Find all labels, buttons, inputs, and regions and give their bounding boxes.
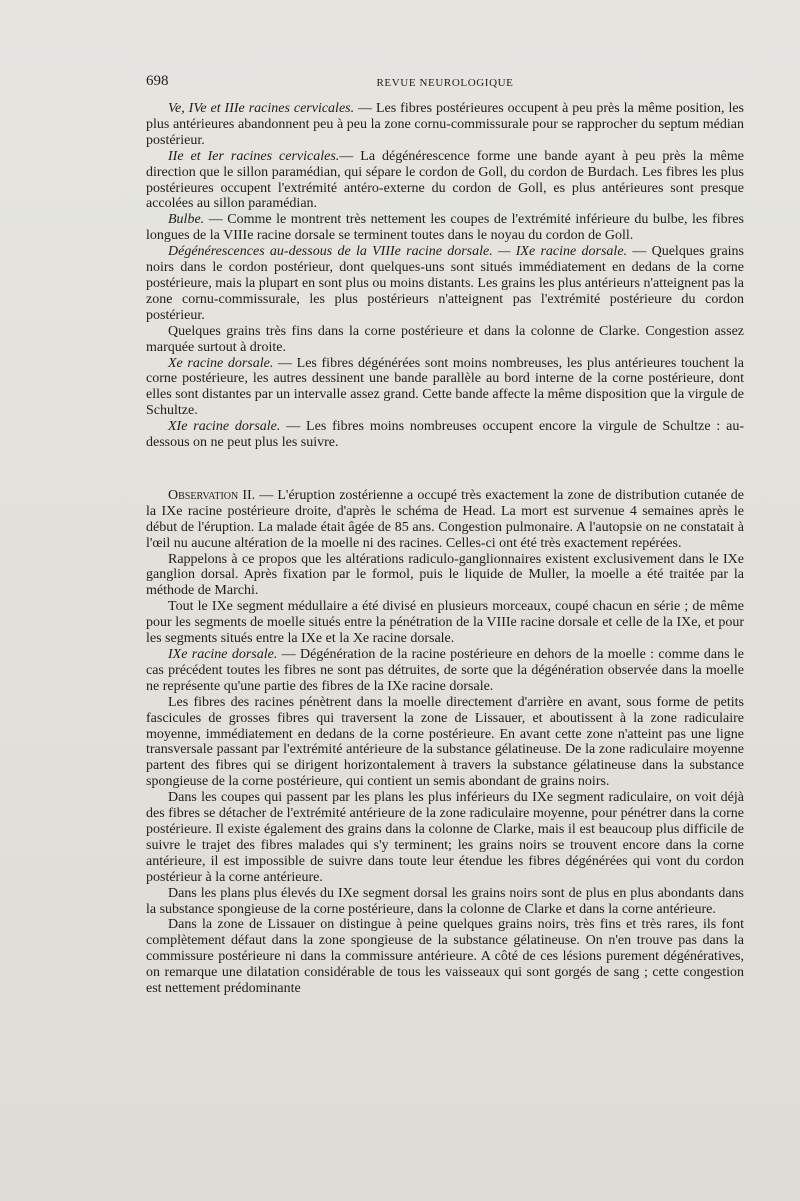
- paragraph-text: Quelques grains très fins dans la corne postérieure et dans la colonne de Clarke. Congestion assez marquée surtout à droite.: [146, 323, 744, 355]
- article-body: [146, 101, 744, 997]
- paragraph: [146, 886, 744, 918]
- paragraph-text: — Quelques grains noirs dans le cordon postérieur, dont quelques-uns sont situés immédiatement en dedans de la corne postérieure, mais la plupart en sont plus ou moins distants. Les grains les plus antérieurs n'atteignent pas la zone cornu-commissurale, les plus postérieurs n'atteignent pas l'extrémité postérieure du cordon postérieur.: [146, 244, 744, 323]
- paragraph-lead: Bulbe.: [168, 212, 205, 228]
- paragraph-text: Rappelons à ce propos que les altérations radiculo-ganglionnaires existent exclusivement dans le IXe ganglion dorsal. Après fixation par le formol, puis le liquide de Muller, la moelle a été traitée par la méthode de Marchi.: [146, 551, 744, 599]
- paragraph-text: Dans les plans plus élevés du IXe segment dorsal les grains noirs sont de plus en plus abondants dans la substance spongieuse de la corne postérieure, dans la colonne de Clarke et dans la corne antérieure.: [146, 885, 744, 917]
- paragraph: [146, 212, 744, 244]
- paragraph: [146, 695, 744, 790]
- paragraph-text: — Dégénération de la racine postérieure en dehors de la moelle : comme dans le cas précédent toutes les fibres ne sont pas détruites, de sorte que la dégénération observée dans la moelle ne représente qu'une partie des fibres de la IXe racine dorsale.: [146, 647, 744, 694]
- paragraph-text: — Comme le montrent très nettement les coupes de l'extrémité inférieure du bulbe, les fibres longues de la VIIIe racine dorsale se terminent toutes dans le noyau du cordon de Goll.: [146, 212, 744, 244]
- journal-title: REVUE NEUROLOGIQUE: [376, 77, 514, 89]
- running-header: [146, 73, 744, 95]
- paragraph: [146, 419, 744, 451]
- paragraph-lead: IXe racine dorsale.: [168, 647, 278, 662]
- paragraph: [146, 244, 744, 324]
- paragraph: [146, 324, 744, 356]
- paragraph-lead: XIe racine dorsale.: [168, 419, 281, 435]
- paragraph: [146, 356, 744, 420]
- paragraph-text: — Les fibres dégénérées sont moins nombreuses, les plus antérieures touchent la corne postérieure, les autres dessinent une bande parallèle au bord interne de la corne postérieure, dont elles sont distantes par un intervalle assez grand. Cette bande affecte la même disposition que la virgule de Schultze.: [146, 355, 744, 419]
- paragraph-lead: Ve, IVe et IIIe racines cervicales.: [168, 101, 355, 116]
- paragraph-text: — Les fibres postérieures occupent à peu près la même position, les plus antérieures abandonnent peu à peu la zone cornu-commissurale pour se rapprocher du septum médian postérieur.: [146, 101, 744, 148]
- paragraph-lead: IIe et Ier racines cervicales.: [168, 148, 340, 164]
- paragraph-text: — Les fibres moins nombreuses occupent encore la virgule de Schultze : au-dessous on ne peut plus les suivre.: [146, 419, 744, 451]
- paragraph-lead: Xe racine dorsale.: [168, 355, 274, 371]
- paragraph-text: Tout le IXe segment médullaire a été divisé en plusieurs morceaux, coupé chacun en série ; de même pour les segments de moelle situés entre la pénétration de la VIIIe racine dorsale et celle de la IXe, et pour les segments situés entre la IXe et la Xe racine dorsale.: [146, 599, 744, 647]
- paragraph-observation-heading: [146, 488, 744, 552]
- paragraph-lead: Dégénérescences au-dessous de la VIIIe racine dorsale. — IXe racine dorsale.: [168, 244, 628, 260]
- paragraph: [146, 552, 744, 600]
- paragraph-text: Dans la zone de Lissauer on distingue à peine quelques grains noirs, très fins et très rares, ils font complètement défaut dans la zone spongieuse de la substance gélatineuse. On n'en trouve pas dans la commissure postérieure ni dans la commissure antérieure. A côté de ces lésions purement dégénératives, on remarque une dilatation considérable de tous les vaisseaux qui sont gorgés de sang ; cette congestion est nettement prédominante: [146, 917, 744, 997]
- section-label: Observation II.: [168, 487, 256, 503]
- paragraph: [146, 599, 744, 647]
- page-number: 698: [146, 73, 169, 89]
- paragraph: [146, 149, 744, 213]
- paragraph-text: Dans les coupes qui passent par les plans les plus inférieurs du IXe segment radiculaire, on voit déjà des fibres se détacher de l'extrémité antérieure de la zone radiculaire moyenne, pour pénétrer dans la corne postérieure. Il existe également des grains dans la colonne de Clarke, mais il est beaucoup plus difficile de suivre le trajet des fibres malades qui s'y terminent; les grains noirs se trouvent encore dans la corne antérieure, il est impossible de suivre dans toute leur étendue les fibres dégénérées qui vont du cordon postérieur à la corne antérieure.: [146, 790, 744, 885]
- paragraph-text: Les fibres des racines pénètrent dans la moelle directement d'arrière en avant, sous forme de petits fascicules de grosses fibres qui traversent la zone de Lissauer, et aboutissent à la zone radiculaire moyenne, immédiatement en dedans de la corne postérieure. En avant cette zone n'atteint pas une ligne transversale passant par l'extrémité antérieure de la substance gélatineuse. De la zone radiculaire moyenne partent des fibres qui se dirigent horizontalement à travers la substance gélatineuse dans la substance spongieuse de la corne postérieure, qui contient un semis abondant de grains noirs.: [146, 694, 744, 790]
- paragraph-text: — La dégénérescence forme une bande ayant à peu près la même direction que le sillon paramédian, qui sépare le cordon de Goll, du cordon de Burdach. Les fibres les plus postérieures occupent l'extrémité antéro-externe du cordon de Goll, es plus antérieures sont presque accolées au sillon paramédian.: [146, 148, 744, 212]
- paragraph-text: — L'éruption zostérienne a occupé très exactement la zone de distribution cutanée de la IXe racine postérieure droite, d'après le schéma de Head. La mort est survenue 4 semaines après le début de l'éruption. La malade était âgée de 85 ans. Congestion pulmonaire. A l'autopsie on ne constatait à l'œil nu aucune altération de la moelle ni des racines. Celles-ci ont été très exactement repérées.: [146, 487, 744, 551]
- paragraph: [146, 917, 744, 997]
- paragraph: [146, 790, 744, 885]
- paragraph: [146, 647, 744, 695]
- paragraph: [146, 101, 744, 149]
